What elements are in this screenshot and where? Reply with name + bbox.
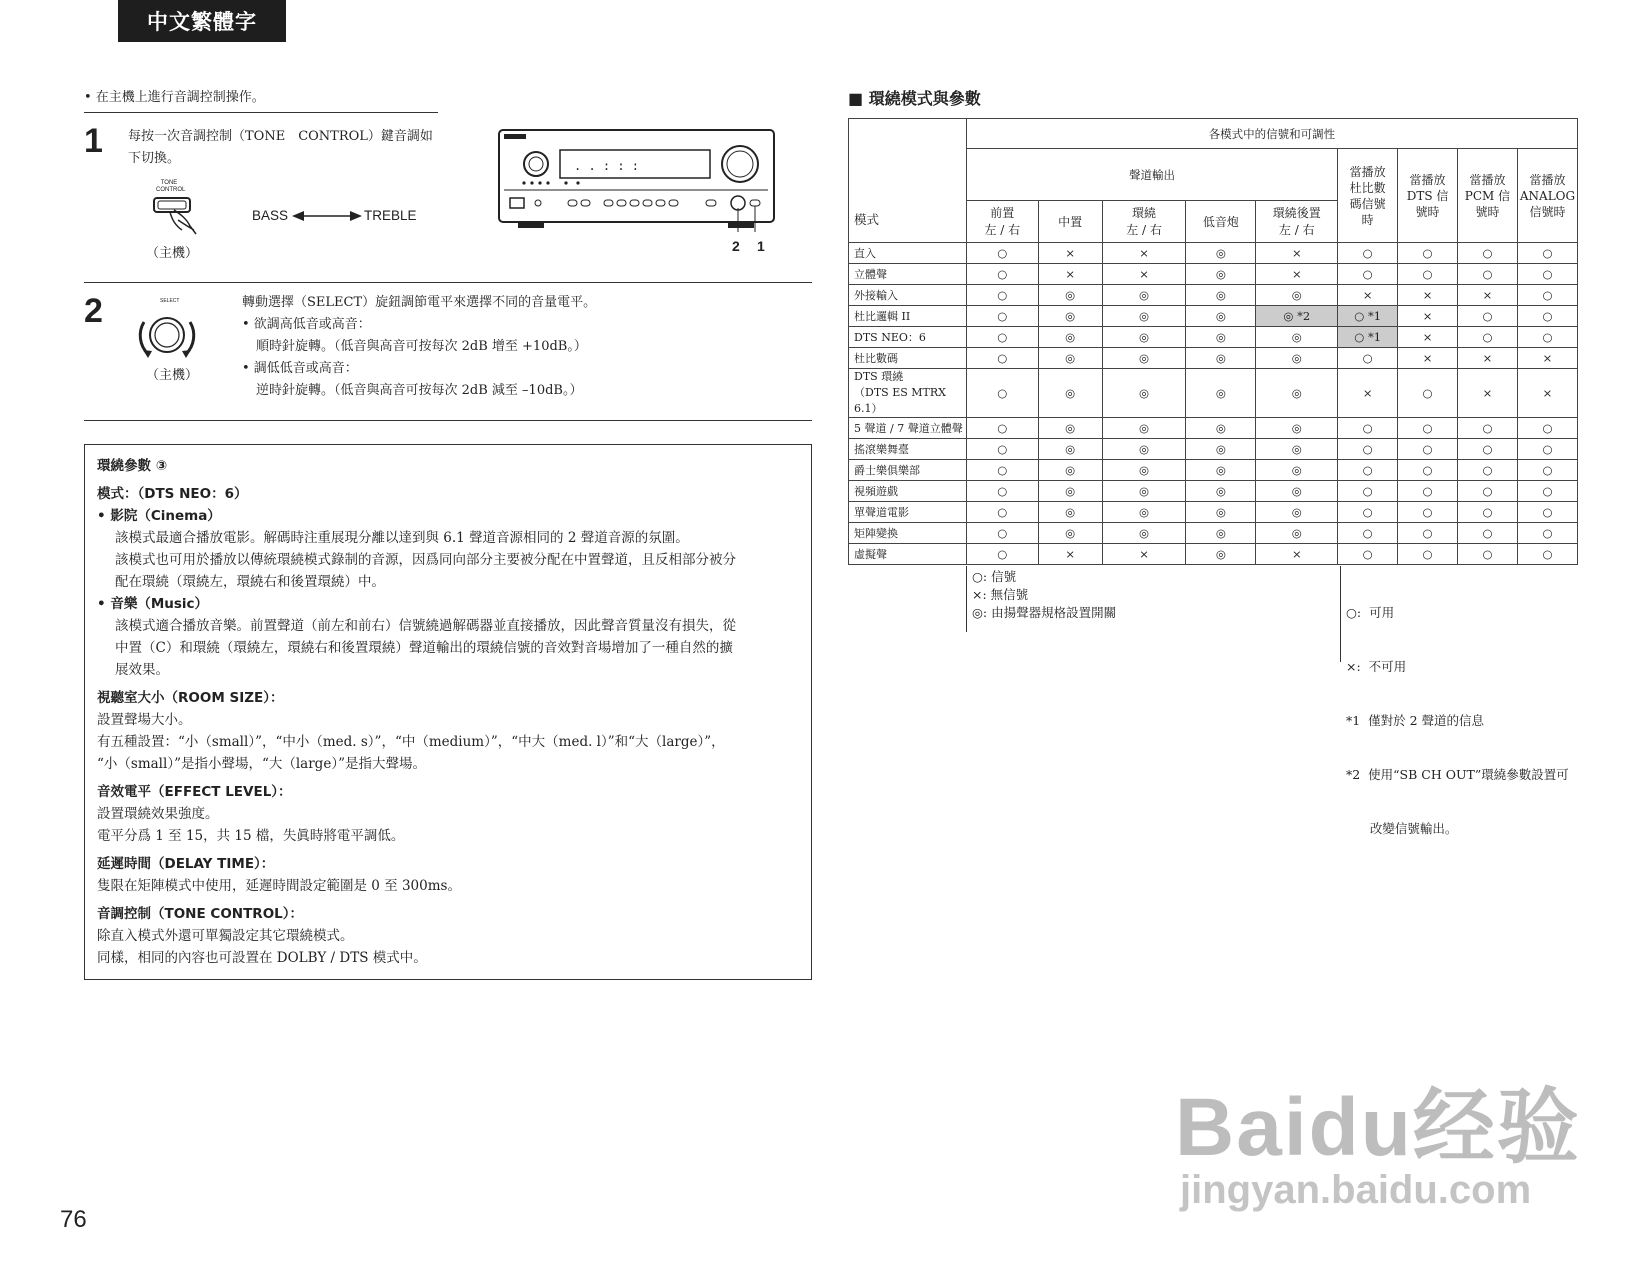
table-cell: ◎ bbox=[1186, 439, 1256, 460]
delay-time-heading: 延遲時間（DELAY TIME）： bbox=[97, 856, 275, 872]
effect-level-text: 電平分爲 1 至 15，共 15 檔，失眞時將電平調低。 bbox=[97, 828, 405, 844]
room-size-text: 設置聲場大小。 bbox=[97, 712, 192, 728]
page-number: 76 bbox=[60, 1206, 87, 1233]
table-cell: ◎ bbox=[1186, 264, 1256, 285]
baidu-watermark-logo: Baidu经验 bbox=[1175, 1082, 1581, 1173]
table-cell: ○ bbox=[1517, 243, 1577, 264]
table-cell: ◎ bbox=[1256, 460, 1338, 481]
table-cell: ○ *1 bbox=[1338, 306, 1398, 327]
table-cell: × bbox=[1038, 264, 1102, 285]
table-cell: ○ bbox=[966, 264, 1038, 285]
music-text: 展效果。 bbox=[115, 662, 169, 678]
table-cell: ○ bbox=[1338, 243, 1398, 264]
table-cell: ◎ bbox=[1186, 418, 1256, 439]
table-cell: ○ *1 bbox=[1338, 327, 1398, 348]
table-cell: ◎ bbox=[1038, 418, 1102, 439]
output-header: 聲道輸出 bbox=[966, 149, 1337, 201]
table-cell: ○ bbox=[966, 523, 1038, 544]
language-tab: 中文繁體字 bbox=[118, 0, 286, 42]
table-row bbox=[849, 369, 1578, 418]
table-cell: × bbox=[1038, 243, 1102, 264]
front-lr-header: 前置 左 / 右 bbox=[966, 201, 1038, 243]
center-header: 中置 bbox=[1038, 201, 1102, 243]
baidu-watermark-url: jingyan.baidu.com bbox=[1180, 1168, 1532, 1212]
divider bbox=[84, 112, 438, 113]
table-cell: ◎ bbox=[1186, 306, 1256, 327]
table-cell: ◎ bbox=[1256, 327, 1338, 348]
table-cell: ◎ bbox=[1102, 439, 1186, 460]
table-cell: × bbox=[1458, 369, 1518, 418]
table-cell: ○ bbox=[966, 243, 1038, 264]
unit-caption: （主機） bbox=[146, 368, 199, 383]
table-row bbox=[849, 348, 1578, 369]
bass-label: BASS bbox=[252, 208, 289, 223]
legend-divider bbox=[966, 566, 967, 632]
table-row bbox=[849, 481, 1578, 502]
room-size-text: “小（small）”是指小聲場，“大（large）”是指大聲場。 bbox=[97, 756, 426, 772]
table-cell: ○ bbox=[1398, 544, 1458, 565]
table-cell: ○ bbox=[966, 327, 1038, 348]
table-cell: ○ bbox=[966, 306, 1038, 327]
table-cell: × bbox=[1338, 369, 1398, 418]
table-cell: ○ bbox=[1458, 544, 1518, 565]
table-cell: ◎ bbox=[1256, 481, 1338, 502]
table-cell: ◎ bbox=[1186, 327, 1256, 348]
table-cell: ◎ bbox=[1102, 523, 1186, 544]
table-cell: ◎ bbox=[1102, 306, 1186, 327]
table-cell: ○ bbox=[1517, 544, 1577, 565]
table-row bbox=[849, 264, 1578, 285]
pcm-signal-header: 當播放 PCM 信 號時 bbox=[1458, 149, 1518, 243]
legend-divider bbox=[1340, 566, 1341, 662]
table-cell: × bbox=[1517, 369, 1577, 418]
surround-back-header: 環繞後置 左 / 右 bbox=[1256, 201, 1338, 243]
table-cell: ○ bbox=[1398, 439, 1458, 460]
step-1-number: 1 bbox=[84, 122, 103, 160]
table-row bbox=[849, 523, 1578, 544]
table-cell: ◎ bbox=[1186, 348, 1256, 369]
table-cell: ○ bbox=[1458, 523, 1518, 544]
table-cell: ○ bbox=[1517, 460, 1577, 481]
table-cell: ○ bbox=[1458, 418, 1518, 439]
table-cell: ◎ bbox=[1102, 327, 1186, 348]
table-cell: ◎ bbox=[1186, 369, 1256, 418]
table-cell: ○ bbox=[1517, 502, 1577, 523]
treble-label: TREBLE bbox=[364, 208, 417, 223]
effect-level-text: 設置環繞效果強度。 bbox=[97, 806, 219, 822]
table-cell: ○ bbox=[1338, 544, 1398, 565]
delay-time-text: 隻限在矩陣模式中使用，延遲時間設定範圍是 0 至 300ms。 bbox=[97, 878, 461, 894]
table-cell: × bbox=[1256, 264, 1338, 285]
callout-2: 2 bbox=[732, 238, 740, 254]
dolby-digital-signal-header: 當播放 杜比數 碼信號 時 bbox=[1338, 149, 1398, 243]
table-cell: × bbox=[1398, 306, 1458, 327]
mode-name-cell: 爵士樂俱樂部 bbox=[849, 460, 967, 481]
table-cell: ○ bbox=[966, 502, 1038, 523]
table-cell: × bbox=[1038, 544, 1102, 565]
table-cell: ◎ bbox=[1038, 481, 1102, 502]
table-cell: ○ bbox=[1398, 369, 1458, 418]
table-cell: ○ bbox=[966, 369, 1038, 418]
table-cell: × bbox=[1517, 348, 1577, 369]
mode-name-cell: 杜比數碼 bbox=[849, 348, 967, 369]
table-cell: ◎ bbox=[1038, 502, 1102, 523]
table-cell: ○ bbox=[1517, 306, 1577, 327]
table-cell: ◎ bbox=[1038, 523, 1102, 544]
mode-name-cell: 杜比邏輯 II bbox=[849, 306, 967, 327]
table-cell: ○ bbox=[1338, 523, 1398, 544]
box-title: 環繞參數 ③ bbox=[97, 458, 168, 474]
table-cell: ○ bbox=[966, 544, 1038, 565]
table-cell: ◎ bbox=[1186, 523, 1256, 544]
table-cell: ○ bbox=[1458, 502, 1518, 523]
table-cell: ○ bbox=[966, 460, 1038, 481]
table-cell: ○ bbox=[1398, 243, 1458, 264]
callout-1: 1 bbox=[757, 238, 765, 254]
table-row bbox=[849, 285, 1578, 306]
step-2-text: 轉動選擇（SELECT）旋鈕調節電平來選擇不同的音量電平。 • 欲調高低音或高音： 順時針旋轉。（低音與高音可按每次 2dB 增至 +10dB。） • 調低低音或高音： 逆時針旋轉。（低音與高音可按每次 2dB 減至 –10dB。） bbox=[242, 295, 597, 398]
table-cell: ○ bbox=[1458, 439, 1518, 460]
table-cell: ◎ bbox=[1102, 418, 1186, 439]
table-cell: × bbox=[1338, 285, 1398, 306]
cinema-text: 配在環繞（環繞左，環繞右和後置環繞）中。 bbox=[115, 574, 385, 590]
table-cell: ◎ bbox=[1038, 460, 1102, 481]
tone-control-text: 除直入模式外還可單獨設定其它環繞模式。 bbox=[97, 928, 354, 944]
table-cell: ◎ bbox=[1038, 348, 1102, 369]
select-knob-icon bbox=[136, 302, 198, 364]
receiver-front-panel-illustration bbox=[498, 128, 776, 244]
table-cell: × bbox=[1458, 348, 1518, 369]
tone-control-heading: 音調控制（TONE CONTROL）： bbox=[97, 906, 304, 922]
tone-control-label: TONE CONTROL bbox=[156, 180, 186, 193]
table-cell: ○ bbox=[1398, 502, 1458, 523]
table-cell: ○ bbox=[1458, 327, 1518, 348]
table-cell: ○ bbox=[1338, 502, 1398, 523]
table-cell: ◎ bbox=[1186, 243, 1256, 264]
table-cell: ○ bbox=[1517, 439, 1577, 460]
music-text: 該模式適合播放音樂。前置聲道（前左和前右）信號繞過解碼器並直接播放，因此聲音質量沒有損失，從 bbox=[115, 618, 736, 634]
surround-parameters-box bbox=[84, 444, 812, 980]
mode-name-cell: 立體聲 bbox=[849, 264, 967, 285]
table-cell: ◎ bbox=[1256, 439, 1338, 460]
surround-lr-header: 環繞 左 / 右 bbox=[1102, 201, 1186, 243]
table-cell: ○ bbox=[1338, 264, 1398, 285]
table-cell: ◎ bbox=[1038, 327, 1102, 348]
table-cell: ◎ bbox=[1256, 523, 1338, 544]
svg-text:. . : : :: . . : : : bbox=[574, 159, 640, 173]
table-cell: ◎ bbox=[1186, 285, 1256, 306]
table-row bbox=[849, 544, 1578, 565]
step-2-number: 2 bbox=[84, 292, 103, 330]
room-size-heading: 視聽室大小（ROOM SIZE）： bbox=[97, 690, 284, 706]
table-cell: ◎ bbox=[1038, 285, 1102, 306]
mode-name-cell: 搖滾樂舞臺 bbox=[849, 439, 967, 460]
table-cell: ○ bbox=[966, 285, 1038, 306]
mode-name-cell: 視頻遊戲 bbox=[849, 481, 967, 502]
table-row bbox=[849, 306, 1578, 327]
table-cell: ○ bbox=[966, 439, 1038, 460]
cinema-heading: • 影院（Cinema） bbox=[97, 508, 221, 524]
table-cell: ◎ bbox=[1256, 418, 1338, 439]
table-cell: ◎ bbox=[1102, 502, 1186, 523]
effect-level-heading: 音效電平（EFFECT LEVEL）： bbox=[97, 784, 292, 800]
table-cell: ○ bbox=[1458, 243, 1518, 264]
mode-name-cell: 5 聲道 / 7 聲道立體聲 bbox=[849, 418, 967, 439]
cinema-text: 該模式最適合播放電影。解碼時注重展現分離以達到與 6.1 聲道音源相同的 2 聲道音源的氛圍。 bbox=[115, 530, 689, 546]
table-cell: ◎ *2 bbox=[1256, 306, 1338, 327]
table-cell: ◎ bbox=[1186, 460, 1256, 481]
table-cell: ◎ bbox=[1256, 285, 1338, 306]
table-cell: ○ bbox=[1398, 264, 1458, 285]
table-row bbox=[849, 439, 1578, 460]
table-row bbox=[849, 418, 1578, 439]
mode-name-cell: 外接輸入 bbox=[849, 285, 967, 306]
table-cell: ○ bbox=[1398, 460, 1458, 481]
table-cell: × bbox=[1102, 544, 1186, 565]
table-cell: × bbox=[1102, 264, 1186, 285]
surround-mode-table bbox=[848, 118, 1578, 565]
mode-heading: 模式：（DTS NEO：6） bbox=[97, 486, 248, 502]
table-row bbox=[849, 502, 1578, 523]
table-cell: ○ bbox=[1517, 523, 1577, 544]
room-size-text: 有五種設置：“小（small）”，“中小（med. s）”，“中（medium）”，“中大（med. l）”和“大（large）”， bbox=[97, 734, 725, 750]
table-cell: ○ bbox=[1398, 523, 1458, 544]
tone-control-text: 同樣，相同的內容也可設置在 DOLBY / DTS 模式中。 bbox=[97, 950, 427, 966]
table-cell: ○ bbox=[1338, 460, 1398, 481]
table-cell: ○ bbox=[1458, 264, 1518, 285]
table-cell: × bbox=[1256, 243, 1338, 264]
table-cell: ○ bbox=[1517, 285, 1577, 306]
table-cell: ◎ bbox=[1102, 348, 1186, 369]
table-cell: ○ bbox=[1338, 418, 1398, 439]
table-row bbox=[849, 243, 1578, 264]
music-heading: • 音樂（Music） bbox=[97, 596, 209, 612]
table-cell: ◎ bbox=[1102, 285, 1186, 306]
mode-name-cell: 矩陣變換 bbox=[849, 523, 967, 544]
table-cell: × bbox=[1102, 243, 1186, 264]
mode-name-cell: DTS 環繞 （DTS ES MTRX 6.1） bbox=[849, 369, 967, 418]
table-cell: ○ bbox=[966, 481, 1038, 502]
table-cell: ○ bbox=[966, 348, 1038, 369]
section-title: ■ 環繞模式與參數 bbox=[848, 89, 981, 108]
legend-right: ○: 可用 ×: 不可用 *1 僅對於 2 聲道的信息 *2 使用“SB CH OUT”環繞參數設置可 改變信號輸出。 bbox=[1346, 605, 1569, 836]
table-row bbox=[849, 327, 1578, 348]
legend-left: ○: 信號 ×: 無信號 ◎: 由揚聲器規格設置開關 bbox=[972, 569, 1117, 620]
table-cell: ○ bbox=[1458, 460, 1518, 481]
table-cell: ○ bbox=[1517, 481, 1577, 502]
cinema-text: 該模式也可用於播放以傳統環繞模式錄制的音源，因爲同向部分主要被分配在中置聲道，且反相部分被分 bbox=[115, 552, 736, 568]
top-header: 各模式中的信號和可調性 bbox=[966, 119, 1577, 149]
table-row bbox=[849, 460, 1578, 481]
table-cell: ◎ bbox=[1256, 502, 1338, 523]
table-cell: × bbox=[1398, 348, 1458, 369]
divider bbox=[84, 282, 812, 283]
table-cell: ○ bbox=[1398, 418, 1458, 439]
table-cell: ○ bbox=[1517, 264, 1577, 285]
unit-caption: （主機） bbox=[146, 246, 199, 261]
dts-signal-header: 當播放 DTS 信 號時 bbox=[1398, 149, 1458, 243]
table-cell: ◎ bbox=[1038, 306, 1102, 327]
table-cell: ○ bbox=[1458, 481, 1518, 502]
mode-name-cell: 直入 bbox=[849, 243, 967, 264]
table-cell: ◎ bbox=[1102, 460, 1186, 481]
table-cell: ○ bbox=[966, 418, 1038, 439]
table-cell: ◎ bbox=[1186, 502, 1256, 523]
table-cell: ◎ bbox=[1186, 481, 1256, 502]
table-cell: ◎ bbox=[1102, 481, 1186, 502]
table-cell: × bbox=[1256, 544, 1338, 565]
table-cell: ◎ bbox=[1038, 369, 1102, 418]
table-cell: ◎ bbox=[1256, 369, 1338, 418]
table-cell: ○ bbox=[1458, 306, 1518, 327]
table-cell: × bbox=[1398, 285, 1458, 306]
intro-text: • 在主機上進行音調控制操作。 bbox=[84, 90, 265, 105]
table-cell: ○ bbox=[1517, 327, 1577, 348]
table-cell: ○ bbox=[1517, 418, 1577, 439]
subwoofer-header: 低音炮 bbox=[1186, 201, 1256, 243]
table-cell: ○ bbox=[1338, 439, 1398, 460]
table-cell: ◎ bbox=[1256, 348, 1338, 369]
mode-name-cell: 虛擬聲 bbox=[849, 544, 967, 565]
step-1-text: 每按一次音調控制（TONE CONTROL）鍵音調如 下切換。 bbox=[128, 129, 433, 166]
table-cell: × bbox=[1458, 285, 1518, 306]
table-cell: ◎ bbox=[1038, 439, 1102, 460]
table-cell: × bbox=[1398, 327, 1458, 348]
analog-signal-header: 當播放 ANALOG 信號時 bbox=[1517, 149, 1577, 243]
select-knob-label: SELECT bbox=[160, 298, 180, 304]
mode-column-header: 模式 bbox=[849, 119, 967, 243]
table-cell: ○ bbox=[1398, 481, 1458, 502]
table-cell: ◎ bbox=[1186, 544, 1256, 565]
mode-name-cell: DTS NEO：6 bbox=[849, 327, 967, 348]
mode-name-cell: 單聲道電影 bbox=[849, 502, 967, 523]
double-arrow-icon bbox=[292, 208, 362, 228]
table-cell: ○ bbox=[1338, 481, 1398, 502]
table-cell: ◎ bbox=[1102, 369, 1186, 418]
divider bbox=[84, 420, 812, 421]
table-cell: ○ bbox=[1338, 348, 1398, 369]
music-text: 中置（C）和環繞（環繞左，環繞右和後置環繞）聲道輸出的環繞信號的音效對音場增加了一種自然的擴 bbox=[115, 640, 733, 656]
